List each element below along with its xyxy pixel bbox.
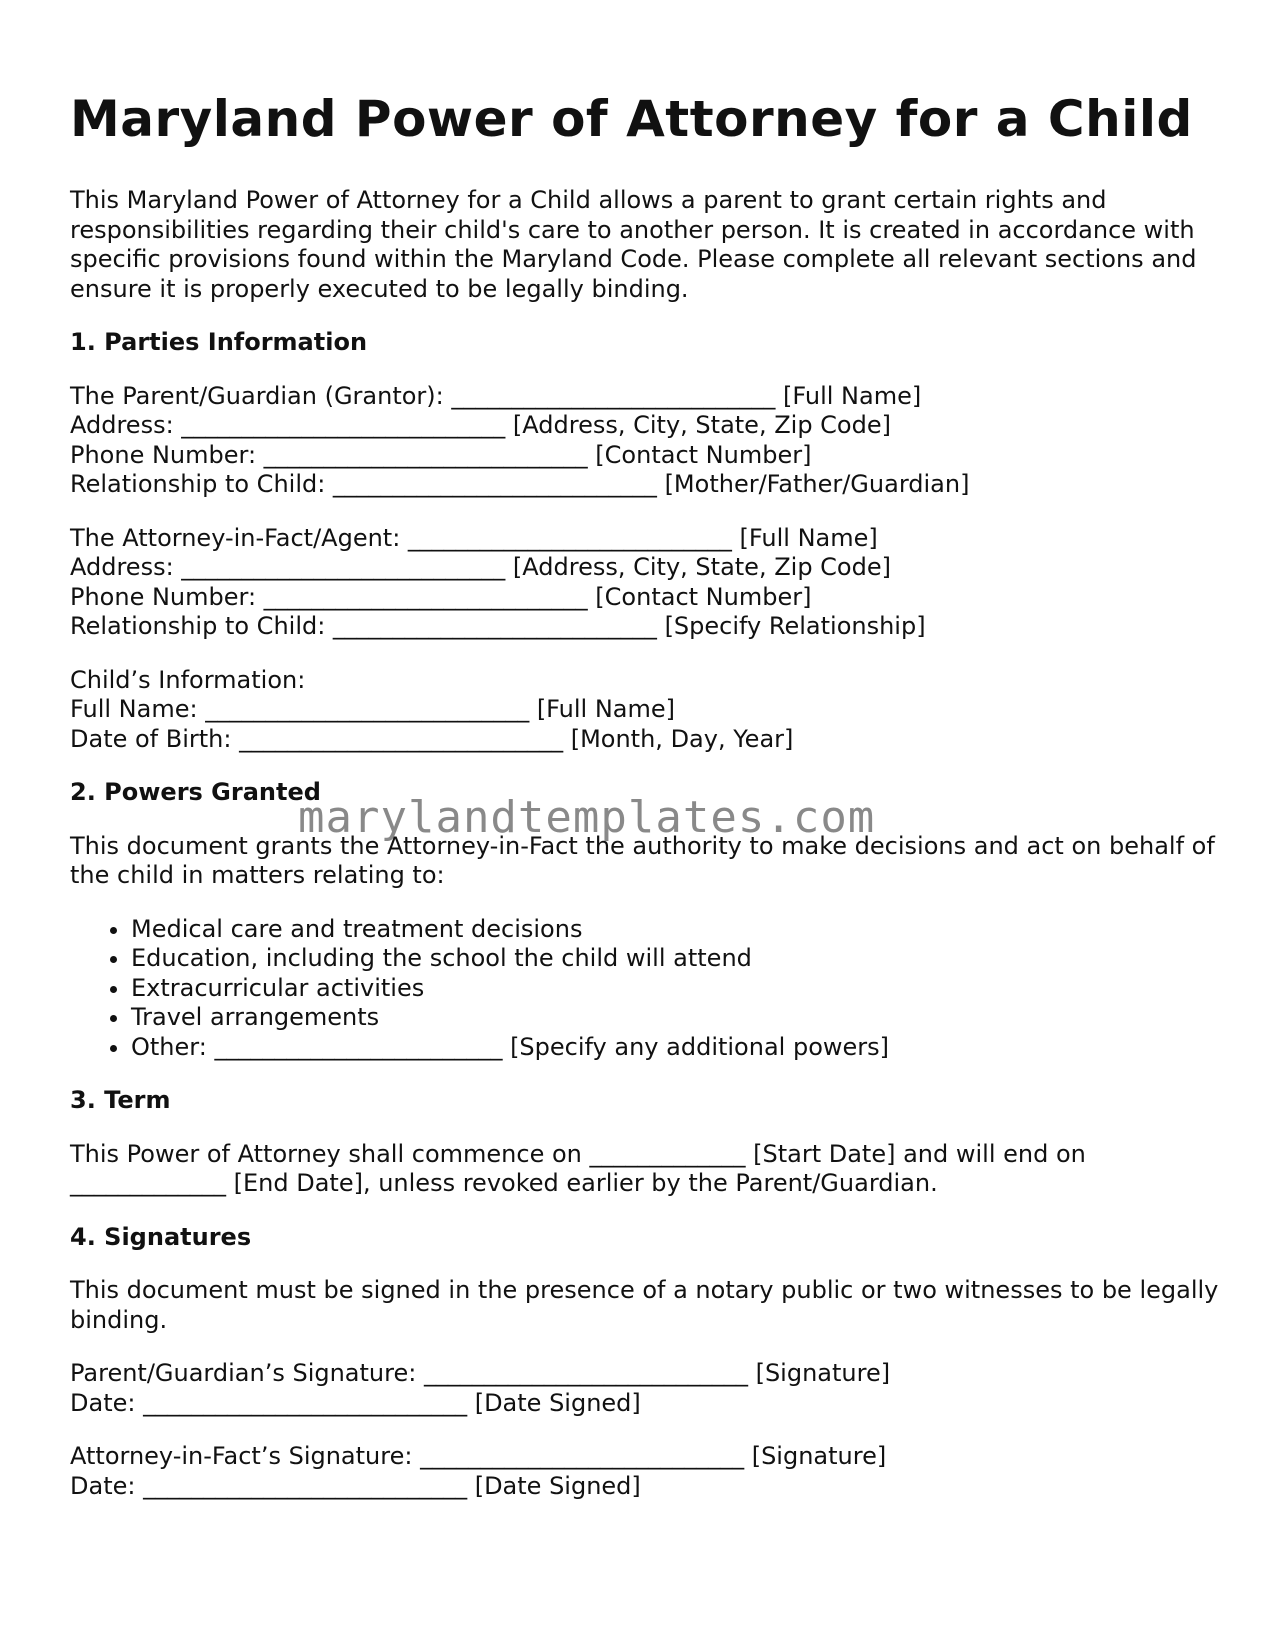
- grantor-relationship-line: Relationship to Child: ___________________________ [Mother/Father/Guardian]: [70, 470, 970, 498]
- agent-relationship-line: Relationship to Child: ___________________________ [Specify Relationship]: [70, 612, 926, 640]
- signatures-heading: 4. Signatures: [70, 1222, 252, 1251]
- attorney-signature-line: Attorney-in-Fact’s Signature: ___________________________ [Signature]: [70, 1442, 887, 1470]
- parent-signature-fields: [70, 1359, 1220, 1418]
- list-item: • Medical care and treatment decisions: [131, 915, 1220, 945]
- child-fields: [70, 666, 1220, 755]
- list-item: • Extracurricular activities: [131, 974, 1220, 1004]
- attorney-signature-fields: [70, 1442, 1220, 1501]
- powers-heading: 2. Powers Granted: [70, 778, 321, 806]
- grantor-phone-line: Phone Number: ___________________________ [Contact Number]: [70, 440, 812, 469]
- attorney-date-line: Date: ___________________________ [Date Signed]: [70, 1471, 641, 1500]
- agent-phone-line: Phone Number: ___________________________ [Contact Number]: [70, 582, 812, 611]
- document-title: Maryland Power of Attorney for a Child: [70, 90, 1193, 148]
- list-item: • Travel arrangements: [131, 1003, 1220, 1033]
- parent-signature-line: Parent/Guardian’s Signature: ___________________________ [Signature]: [70, 1359, 891, 1387]
- list-item: • Education, including the school the child will attend: [131, 944, 1220, 974]
- grantor-name-line: The Parent/Guardian (Grantor): ___________________________ [Full Name]: [70, 381, 922, 410]
- list-item: • Other: ________________________ [Specify any additional powers]: [131, 1033, 1220, 1063]
- powers-paragraph: This document grants the Attorney-in-Fact the authority to make decisions and act on behalf of the child in matters relating to:: [70, 831, 1215, 889]
- agent-address-line: Address: ___________________________ [Address, City, State, Zip Code]: [70, 553, 891, 581]
- term-paragraph: This Power of Attorney shall commence on _____________ [Start Date] and will end on _____________ [End Date], unless revoked earlier by the Parent/Guardian.: [70, 1139, 1086, 1197]
- child-info-label: Child’s Information:: [70, 665, 306, 694]
- document-page: [70, 82, 1220, 1525]
- term-heading: 3. Term: [70, 1086, 171, 1114]
- agent-fields: [70, 524, 1220, 642]
- child-name-line: Full Name: ___________________________ [Full Name]: [70, 695, 676, 723]
- grantor-address-line: Address: ___________________________ [Address, City, State, Zip Code]: [70, 411, 891, 439]
- parties-heading: 1. Parties Information: [70, 328, 368, 356]
- powers-list: [70, 915, 1220, 1063]
- parent-date-line: Date: ___________________________ [Date Signed]: [70, 1388, 641, 1417]
- grantor-fields: [70, 382, 1220, 500]
- watermark-text: marylandtemplates.com: [298, 792, 876, 843]
- signatures-paragraph: This document must be signed in the presence of a notary public or two witnesses to be legally binding.: [70, 1276, 1219, 1334]
- intro-paragraph: This Maryland Power of Attorney for a Child allows a parent to grant certain rights and responsibilities regarding their child's care to another person. It is created in accordance with specific provisions found within the Maryland Code. Please complete all relevant sections and ensure it is properly executed to be legally binding.: [70, 186, 1197, 303]
- agent-name-line: The Attorney-in-Fact/Agent: ___________________________ [Full Name]: [70, 523, 878, 552]
- child-dob-line: Date of Birth: ___________________________ [Month, Day, Year]: [70, 724, 794, 753]
